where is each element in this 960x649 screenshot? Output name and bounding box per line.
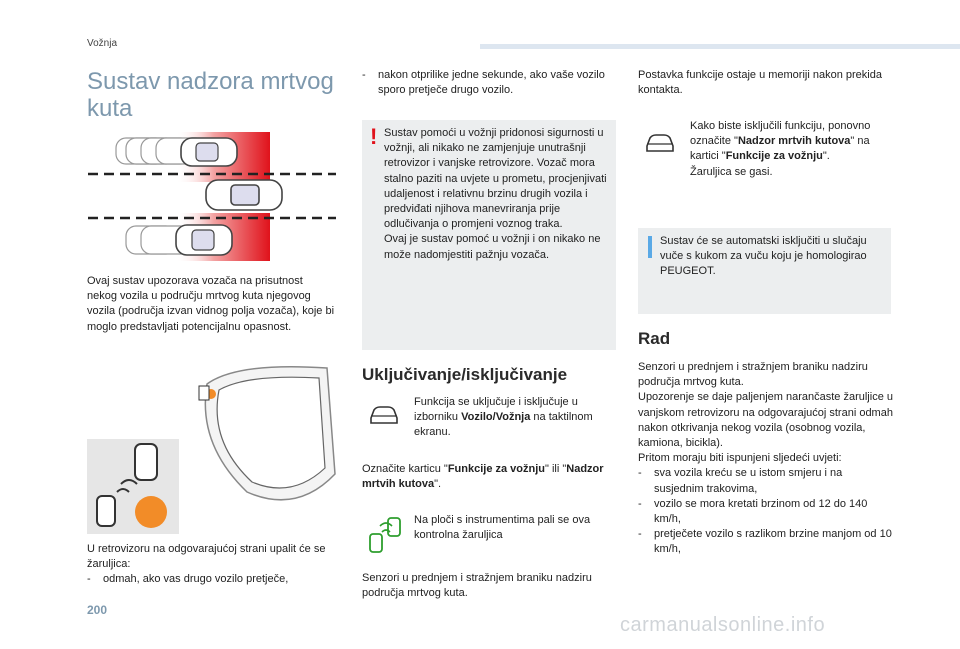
toggle-pre: Funkcija se uključuje i isključuje u izborniku [414, 396, 578, 424]
inset-car-icon [135, 444, 157, 480]
condition-item: - pretječete vozilo s razlikom brzine manjom od 10 km/h, [638, 527, 894, 557]
info-icon [648, 236, 652, 258]
condition-item: - vozilo se mora kretati brzinom od 12 do 140 km/h, [638, 497, 894, 527]
off-lamp-text: Žaruljica se gasi. [690, 165, 773, 178]
select-pre: Označite karticu " [362, 463, 448, 475]
warning-text: Sustav pomoći u vožnji pridonosi sigurnosti u vožnji, ali nikako ne zamjenjuje unutrašnji retrovizor i vanjske retrovizore. Vozač mora stalno paziti na uvjete u prometu, procjenjivati udaljenost i relativnu brzinu drugih vozila i predviđati njihova manevriranja prije odlučivanja o promjeni voznog traka. Ovaj je sustav pomoć u vožnji i on nikako ne može nadomjestiti pažnju vozača. [384, 127, 607, 261]
header-bar [480, 44, 960, 49]
info-text: Sustav će se automatski isključiti u slučaju vuče s kukom za vuču koju je homologirao PEUGEOT. [660, 235, 867, 278]
off-post: ". [822, 150, 830, 163]
inset-orange-lamp [135, 496, 167, 528]
mirror-lamp-icon [199, 386, 209, 400]
lamp-bullet-1: - odmah, ako vas drugo vozilo pretječe, [87, 572, 335, 587]
title-line-2: kuta [87, 95, 133, 122]
sensors-paragraph: Senzori u prednjem i stražnjem braniku nadziru područja mrtvog kuta. [362, 572, 592, 600]
lamp-list-2 [362, 68, 612, 98]
section-header: Vožnja [87, 38, 118, 49]
title-line-1: Sustav nadzora mrtvog [87, 68, 334, 95]
mirror-illustration [87, 364, 337, 534]
page-title [87, 68, 337, 122]
toggle-menu: Vozilo/Vožnja [461, 411, 531, 424]
warning-icon: ! [370, 124, 378, 149]
off-option: Nadzor mrtvih kutova [737, 135, 851, 148]
memory-paragraph: Postavka funkcije ostaje u memoriji nakon prekida kontakta. [638, 69, 882, 97]
lamp-text: U retrovizoru na odgovarajućoj strani upalit će se žaruljica: [87, 543, 326, 571]
rad-heading: Rad [638, 329, 671, 348]
watermark: carmanualsonline.info [620, 614, 826, 636]
off-mid: " na kartici " [690, 135, 870, 163]
select-paragraph [362, 462, 612, 492]
select-mid: " ili " [545, 463, 567, 475]
info-box [638, 228, 891, 314]
select-post: ". [434, 478, 442, 491]
toggle-paragraph [414, 395, 594, 441]
lamp-bullet-2: - nakon otprilike jedne sekunde, ako vaše vozilo sporo pretječe drugo vozilo. [362, 68, 612, 98]
car-menu-icon-2 [644, 132, 676, 154]
intro-paragraph: Ovaj sustav upozorava vozača na prisutnost nekog vozila u području mrtvog kuta njegovog vozila (područja izvan vidnog polja vozača), koje bi moglo predstavljati potencijalnu opasnost. [87, 275, 335, 333]
conditions-list [638, 466, 894, 557]
condition-item: - sva vozila kreću se u istom smjeru i na susjednim trakovima, [638, 466, 894, 496]
select-tab: Funkcije za vožnju [447, 463, 546, 475]
inset-own-car [97, 496, 115, 526]
car-menu-icon [368, 404, 400, 426]
rad-text: Senzori u prednjem i stražnjem braniku nadziru područja mrtvog kuta. Upozorenje se daje paljenjem narančaste žaruljice u vanjskom retrovizoru na odgovarajućoj strani odmah nakon otkrivanja nekog vozila (osobnog vozila, kamiona, bicikla). Pritom moraju biti ispunjeni sljedeći uvjeti: [638, 361, 893, 465]
onoff-heading: Uključivanje/isključivanje [362, 365, 568, 384]
cluster-paragraph: Na ploči s instrumentima pali se ova kontrolna žaruljica [414, 514, 591, 542]
overtaking-car-top [116, 138, 237, 166]
toggle-post: na taktilnom ekranu. [414, 411, 593, 439]
rad-paragraph [638, 360, 894, 558]
own-car [206, 180, 282, 210]
warning-box [362, 120, 616, 350]
off-pre: Kako biste isključili funkciju, ponovno označite " [690, 120, 871, 148]
mirror-svg [87, 364, 337, 534]
page-number: 200 [87, 603, 108, 617]
lamp-list-1 [87, 572, 335, 587]
off-paragraph [690, 119, 890, 180]
blind-spot-illustration [86, 130, 338, 265]
lamp-paragraph [87, 542, 335, 588]
off-tab: Funkcije za vožnju [725, 150, 823, 163]
overtaking-car-bottom [126, 225, 232, 255]
cluster-lamp-icon [366, 516, 406, 554]
select-option: Nadzor mrtvih kutova [362, 463, 604, 491]
